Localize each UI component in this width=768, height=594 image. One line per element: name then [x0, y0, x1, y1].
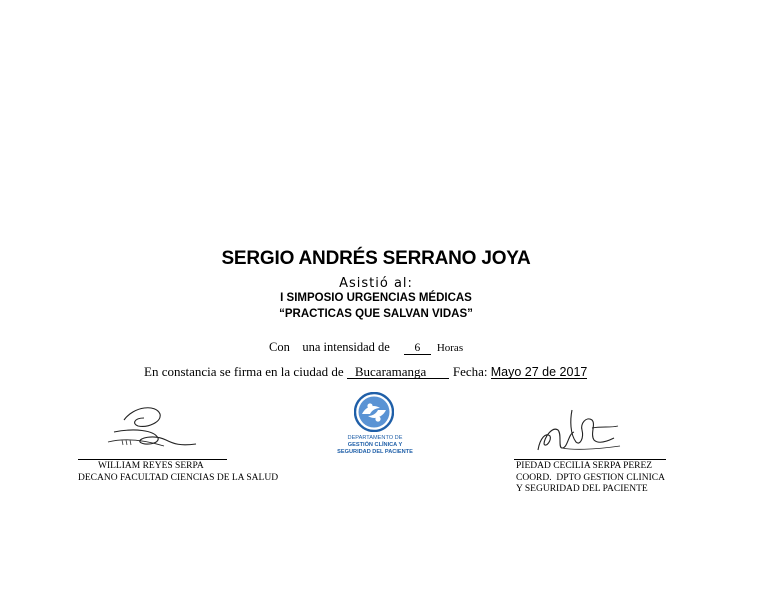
hours-unit: Horas — [436, 342, 464, 354]
city-value: Bucaramanga — [347, 366, 449, 379]
event-motto: “PRACTICAS QUE SALVAN VIDAS” — [279, 308, 473, 320]
left-signer-name: WILLIAM REYES SERPA — [98, 461, 204, 471]
attended-label: Asistió al: — [339, 276, 413, 291]
hours-value: 6 — [404, 342, 431, 355]
right-signer-name: PIEDAD CECILIA SERPA PEREZ — [516, 461, 653, 471]
right-signature-image — [532, 404, 628, 458]
recipient-name: SERGIO ANDRÉS SERRANO JOYA — [221, 248, 531, 269]
date-label: Fecha: — [452, 364, 488, 379]
left-signer-title: DECANO FACULTAD CIENCIAS DE LA SALUD — [78, 473, 279, 483]
logo-line-1: DEPARTAMENTO DE — [347, 435, 403, 441]
date-value: Mayo 27 de 2017 — [490, 365, 588, 379]
right-signer-title-2: Y SEGURIDAD DEL PACIENTE — [516, 484, 648, 494]
department-logo — [327, 389, 423, 459]
intensity-prefix: Con una intensidad de — [269, 340, 390, 354]
event-title: I SIMPOSIO URGENCIAS MÉDICAS — [280, 292, 472, 304]
city-date-line — [144, 364, 587, 380]
intensity-line — [269, 340, 463, 355]
city-prefix: En constancia se firma en la ciudad de — [144, 364, 344, 379]
department-logo-icon — [354, 392, 394, 432]
logo-line-2: GESTIÓN CLÍNICA Y — [347, 442, 403, 448]
left-signature-image — [104, 402, 204, 454]
logo-line-3: SEGURIDAD DEL PACIENTE — [337, 449, 413, 455]
left-signature-line — [78, 459, 227, 460]
right-signer-title-1: COORD. DPTO GESTION CLINICA — [516, 473, 665, 483]
right-signature-line — [514, 459, 666, 460]
